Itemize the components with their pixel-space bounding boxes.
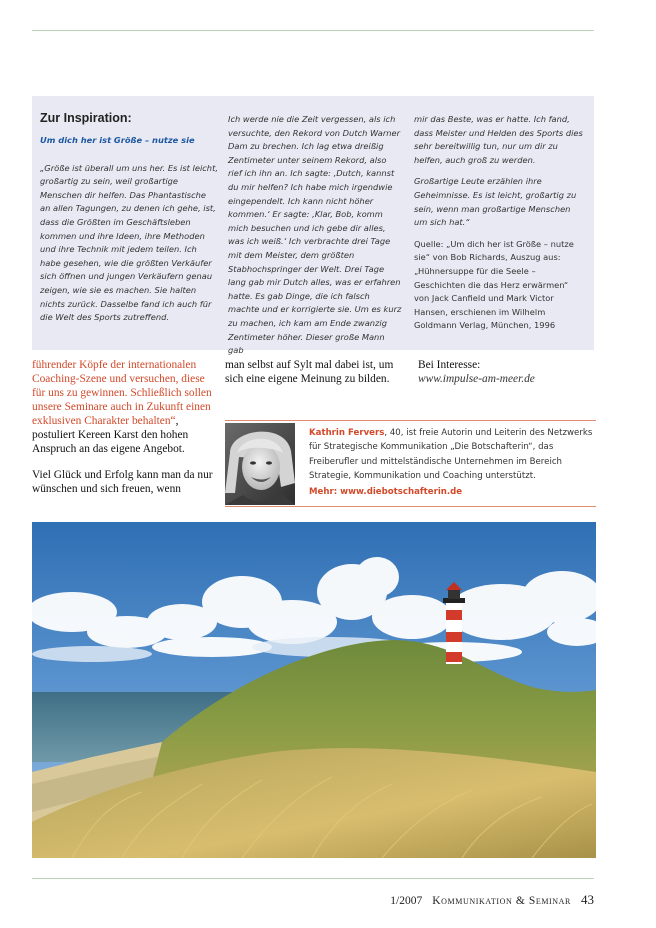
website-link[interactable]: www.impulse-am-meer.de bbox=[418, 373, 535, 385]
article-column-3 bbox=[418, 358, 598, 386]
author-name: Kathrin Fervers bbox=[309, 428, 385, 438]
article-text: , postuliert Kereen Karst den hohen Anspruch an das eigene Angebot. bbox=[32, 415, 189, 455]
article-paragraph bbox=[32, 358, 214, 456]
top-divider bbox=[32, 30, 594, 31]
bio-text bbox=[309, 426, 595, 484]
inspiration-paragraph: Großartige Leute erzählen ihre Geheimnisse. Es ist leicht, großartig zu sein, wenn man großartige Menschen um sich hat.“ bbox=[414, 176, 577, 228]
inspiration-title: Zur Inspiration: bbox=[40, 111, 132, 125]
inspiration-box bbox=[32, 96, 594, 356]
page-number: 43 bbox=[581, 892, 594, 907]
author-bio bbox=[225, 420, 596, 507]
bio-website-link[interactable]: Mehr: www.diebotschafterin.de bbox=[309, 487, 463, 497]
source-note: Quelle: „Um dich her ist Größe – nutze sie“ von Bob Richards, Auszug aus: „Hühnersuppe für die Seele – Geschichten die das Herz erwärmen“ von Jack Canfield und Mark Victor Hansen, erschienen im Wilhelm Goldmann Verlag, München, 1996 bbox=[414, 238, 574, 331]
article-column-2 bbox=[225, 358, 410, 398]
inspiration-column-3 bbox=[414, 113, 586, 341]
bottom-divider bbox=[32, 878, 594, 879]
highlighted-quote: führender Köpfe der internationalen Coaching-Szene und versuchen, diese für uns zu gewinnen. Schließlich sollen unsere Seminare auch in Zukunft einen exklusiven Charakter behalten“ bbox=[32, 359, 212, 427]
inspiration-column-1 bbox=[40, 110, 218, 333]
inspiration-paragraph: Ich werde nie die Zeit vergessen, als ich versuchte, den Rekord von Dutch Warner Dam zu brechen. Ich lag etwa dreißig Zentimeter unter seinem Rekord, also rief ich ihn an. Ich sagte: ‚Dutch, kannst du mir helfen? Ich habe mich irgendwie eingependelt. Ich kann nicht höher kommen.‘ Er sagte: ‚Klar, Bob, komm mich besuchen und ich gebe dir alles, was ich weiß.‘ Ich verbrachte drei Tage mit dem Meister, dem größten Stabhochspringer der Welt. Drei Tage lang gab mir Dutch alles, was er erfahren hatte. Es gab Dinge, die ich falsch machte und er korrigierte sie. Um es kurz zu machen, ich kam am Ende zwanzig Zentimeter höher. Dieser große Mann gab bbox=[228, 114, 402, 356]
article-paragraph: Viel Glück und Erfolg kann man da nur wünschen und sich freuen, wenn bbox=[32, 469, 213, 495]
author-photo bbox=[225, 423, 295, 505]
inspiration-column-2 bbox=[228, 113, 402, 366]
magazine-name: Kommunikation & Seminar bbox=[432, 895, 571, 907]
article-column-1 bbox=[32, 358, 214, 508]
inspiration-paragraph: mir das Beste, was er hatte. Ich fand, dass Meister und Helden des Sports dies sehr bereitwillig tun, nur um dir zu helfen, auch groß zu werden. bbox=[414, 114, 583, 165]
article-paragraph: man selbst auf Sylt mal dabei ist, um sich eine eigene Meinung zu bilden. bbox=[225, 359, 394, 385]
inspiration-subtitle: Um dich her ist Größe – nutze sie bbox=[40, 135, 195, 145]
interest-label: Bei Interesse: bbox=[418, 359, 481, 371]
lighthouse-dune-photo bbox=[32, 522, 596, 858]
page-footer bbox=[390, 892, 594, 908]
inspiration-paragraph: „Größe ist überall um uns her. Es ist leicht, großartig zu sein, weil großartige Menschen dir helfen. Das Phantastische an allen Tagungen, zu denen ich gehe, ist, dass die Größten im Geschäftsleben kommen und ihre Ideen, ihre Methoden und ihre Technik mit jedem teilen. Ich habe gesehen, wie die größten Verkäufer sich öffnen und jungen Verkäufern genau zeigen, wie sie es machen. Sie halten nichts zurück. Dasselbe fand ich auch für die Welt des Sports zutreffend. bbox=[40, 162, 218, 323]
bio-description: , 40, ist freie Autorin und Leiterin des Netzwerks für Strategische Kommunikation „Die Botschafterin“, das Freiberufler und mittelständische Unternehmen im Bereich Strategie, Kommunikation und Coaching unterstützt. bbox=[309, 428, 593, 482]
issue-number: 1/2007 bbox=[390, 895, 423, 907]
